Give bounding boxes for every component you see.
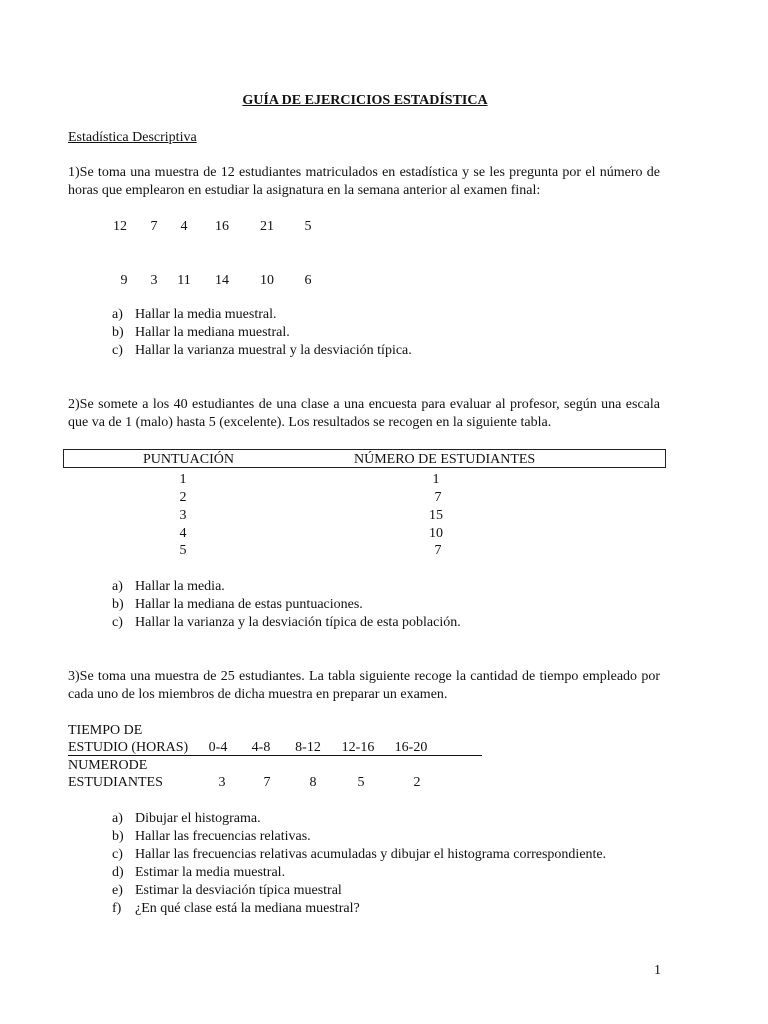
list-item: [112, 810, 606, 828]
exercise-1-tasks: [112, 306, 412, 360]
row-label-time: TIEMPO DE: [68, 723, 143, 738]
table-cell: 15: [429, 508, 443, 523]
document-title: GUÍA DE EJERCICIOS ESTADÍSTICA: [242, 93, 488, 108]
data-value: 9: [120, 273, 128, 288]
data-value: 4: [180, 219, 188, 234]
item-label: b): [112, 829, 124, 844]
item-text: Hallar la mediana muestral.: [135, 325, 290, 340]
list-item: [112, 882, 606, 900]
table-cell: 7: [434, 543, 442, 558]
item-text: Hallar la media muestral.: [135, 307, 277, 322]
list-item: [112, 342, 412, 360]
class-interval: 8-12: [295, 740, 321, 755]
data-value: 11: [177, 273, 191, 288]
data-value: 12: [113, 219, 127, 234]
row-label-students: ESTUDIANTES: [68, 775, 163, 790]
item-text: Estimar la media muestral.: [135, 865, 286, 880]
table-cell: 5: [179, 543, 187, 558]
item-label: e): [112, 883, 123, 898]
list-item: [112, 596, 461, 614]
item-label: a): [112, 579, 123, 594]
item-text: ¿En qué clase está la mediana muestral?: [135, 901, 360, 916]
data-value: 10: [260, 273, 274, 288]
table-cell: 1: [432, 472, 440, 487]
item-text: Dibujar el histograma.: [135, 811, 261, 826]
item-label: a): [112, 811, 123, 826]
list-item: [112, 324, 412, 342]
item-text: Hallar la media.: [135, 579, 225, 594]
list-item: [112, 614, 461, 632]
class-count: 2: [413, 775, 421, 790]
item-label: b): [112, 597, 124, 612]
list-item: [112, 900, 606, 918]
table-cell: 3: [179, 508, 187, 523]
table-cell: 10: [429, 526, 443, 541]
class-interval: 4-8: [251, 740, 271, 755]
item-text: Hallar la varianza y la desviación típica de esta población.: [135, 615, 461, 630]
item-text: Hallar la mediana de estas puntuaciones.: [135, 597, 363, 612]
item-text: Hallar las frecuencias relativas acumuladas y dibujar el histograma correspondiente.: [135, 847, 607, 862]
data-value: 21: [260, 219, 274, 234]
list-item: [112, 828, 606, 846]
class-interval: 0-4: [208, 740, 228, 755]
table-cell: 2: [179, 490, 187, 505]
exercise-2-tasks: [112, 578, 461, 632]
item-label: b): [112, 325, 124, 340]
data-value: 7: [150, 219, 158, 234]
class-count: 5: [357, 775, 365, 790]
exercise-3-statement: 3)Se toma una muestra de 25 estudiantes. La tabla siguiente recoge la cantidad de tiempo empleado por cada uno de los miembros de dicha muestra en preparar un examen.: [68, 669, 660, 702]
row-label-hours: ESTUDIO (HORAS): [68, 740, 189, 755]
item-label: c): [112, 847, 123, 862]
table-cell: 7: [434, 490, 442, 505]
item-label: a): [112, 307, 123, 322]
table-header-score: PUNTUACIÓN: [143, 452, 234, 467]
table-underline: [68, 755, 482, 756]
item-label: c): [112, 615, 123, 630]
section-heading: Estadística Descriptiva: [68, 130, 197, 145]
data-value: 6: [304, 273, 312, 288]
data-value: 5: [304, 219, 312, 234]
list-item: [112, 578, 461, 596]
list-item: [112, 864, 606, 882]
exercise-3-tasks: [112, 810, 606, 918]
list-item: [112, 846, 606, 864]
item-label: c): [112, 343, 123, 358]
item-text: Hallar la varianza muestral y la desviación típica.: [135, 343, 412, 358]
exercise-1-statement: 1)Se toma una muestra de 12 estudiantes matriculados en estadística y se les pregunta por el número de horas que emplearon en estudiar la asignatura en la semana anterior al examen final:: [68, 165, 660, 198]
page-number: 1: [654, 963, 661, 978]
exercise-2-statement: 2)Se somete a los 40 estudiantes de una clase a una encuesta para evaluar al profesor, según una escala que va de 1 (malo) hasta 5 (excelente). Los resultados se recogen en la siguiente tabla.: [68, 397, 660, 430]
class-interval: 16-20: [394, 740, 428, 755]
table-cell: 1: [179, 472, 187, 487]
class-count: 8: [309, 775, 317, 790]
data-value: 14: [215, 273, 229, 288]
data-value: 16: [215, 219, 229, 234]
data-value: 3: [150, 273, 158, 288]
list-item: [112, 306, 412, 324]
row-label-number: NUMERODE: [68, 758, 148, 773]
class-interval: 12-16: [341, 740, 375, 755]
table-cell: 4: [179, 526, 187, 541]
item-label: d): [112, 865, 124, 880]
class-count: 3: [218, 775, 226, 790]
table-header-students: NÚMERO DE ESTUDIANTES: [354, 452, 536, 467]
item-text: Hallar las frecuencias relativas.: [135, 829, 311, 844]
class-count: 7: [263, 775, 271, 790]
item-label: f): [112, 901, 122, 916]
item-text: Estimar la desviación típica muestral: [135, 883, 342, 898]
